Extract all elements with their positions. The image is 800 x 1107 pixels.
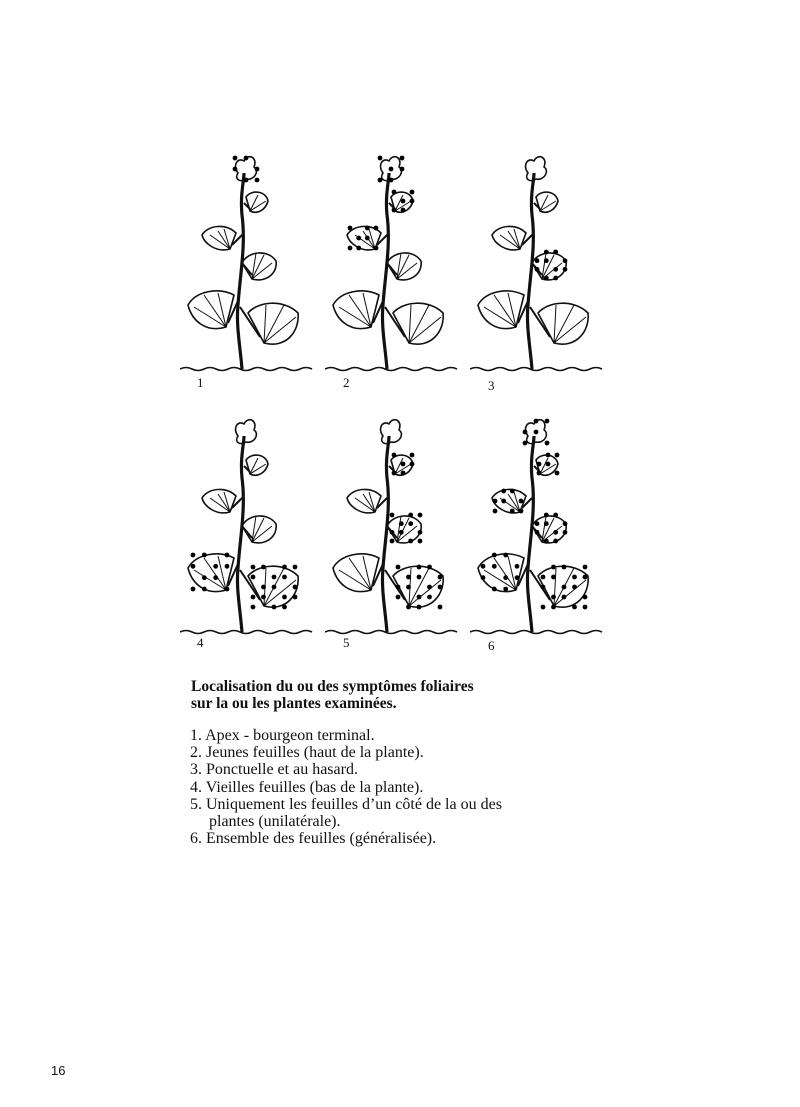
panel-label-1: 1 [197, 375, 204, 390]
stem [382, 173, 389, 369]
legend-number: 2. [190, 744, 202, 762]
ground-line [180, 631, 312, 634]
leaf [188, 554, 234, 592]
legend-text: Uniquement les feuilles d’un côté de la ou des plantes (unilatérale). [206, 795, 502, 831]
ground-line [180, 368, 312, 371]
leaf [538, 303, 588, 344]
plant-illustration [325, 145, 465, 405]
ground-line [470, 368, 602, 371]
plant-figure-5 [325, 408, 465, 668]
stem [237, 173, 244, 369]
ground-line [470, 631, 602, 634]
panel-label-3: 3 [488, 378, 495, 393]
leaf [381, 420, 402, 444]
leaf [333, 554, 379, 592]
legend-item [190, 796, 530, 830]
leaf [333, 291, 379, 329]
ground-line [325, 631, 457, 634]
plant-illustration [325, 408, 465, 668]
legend-item [190, 830, 530, 847]
panel-label-6: 6 [488, 638, 495, 653]
figure-caption [191, 678, 531, 712]
leaf [387, 253, 421, 280]
panel-label-2: 2 [343, 375, 350, 390]
leaf [242, 253, 276, 280]
leaf [242, 516, 276, 543]
legend-number: 4. [190, 778, 202, 796]
stem [527, 173, 534, 369]
legend-text: Ponctuelle et au hasard. [206, 761, 358, 779]
leaf [526, 157, 547, 181]
leaf [347, 489, 381, 512]
leaf [248, 303, 298, 344]
plant-figure-1 [180, 145, 320, 405]
leaf [393, 566, 443, 607]
panel-label-4: 4 [197, 635, 204, 650]
legend-text: Jeunes feuilles (haut de la plante). [206, 744, 424, 762]
plant-figure-3 [470, 145, 610, 405]
stem [237, 436, 244, 632]
legend-number: 6. [190, 830, 202, 848]
caption-line-1: Localisation du ou des symptômes foliaires [191, 678, 474, 695]
plant-figure-4 [180, 408, 320, 668]
plant-illustration [180, 145, 320, 405]
legend-list [190, 727, 530, 847]
leaf [492, 226, 526, 249]
leaf [393, 303, 443, 344]
leaf [478, 291, 524, 329]
page-number: 16 [51, 1063, 66, 1078]
legend-text: Vieilles feuilles (bas de la plante). [205, 778, 424, 796]
stem [527, 436, 534, 632]
leaf [532, 516, 566, 543]
plant-illustration [470, 145, 610, 405]
legend-item [190, 779, 530, 796]
plant-illustration [470, 408, 610, 668]
leaf [532, 253, 566, 280]
legend-item [190, 727, 530, 744]
legend-item [190, 744, 530, 761]
legend-text: Apex - bourgeon terminal. [205, 727, 375, 744]
stem [382, 436, 389, 632]
legend-number: 3. [190, 761, 202, 779]
legend-number: 1. [190, 727, 202, 744]
leaf [188, 291, 234, 329]
plant-figure-2 [325, 145, 465, 405]
legend-text: Ensemble des feuilles (généralisée). [206, 830, 437, 848]
caption-line-2: sur la ou les plantes examinées. [191, 695, 397, 712]
ground-line [325, 368, 457, 371]
leaf [202, 226, 236, 249]
leaf [478, 554, 524, 592]
leaf [202, 489, 236, 512]
leaf [236, 420, 257, 444]
plant-illustration [180, 408, 320, 668]
plant-figure-6 [470, 408, 610, 668]
legend-number: 5. [190, 795, 202, 813]
panel-label-5: 5 [343, 635, 350, 650]
legend-item [190, 761, 530, 778]
